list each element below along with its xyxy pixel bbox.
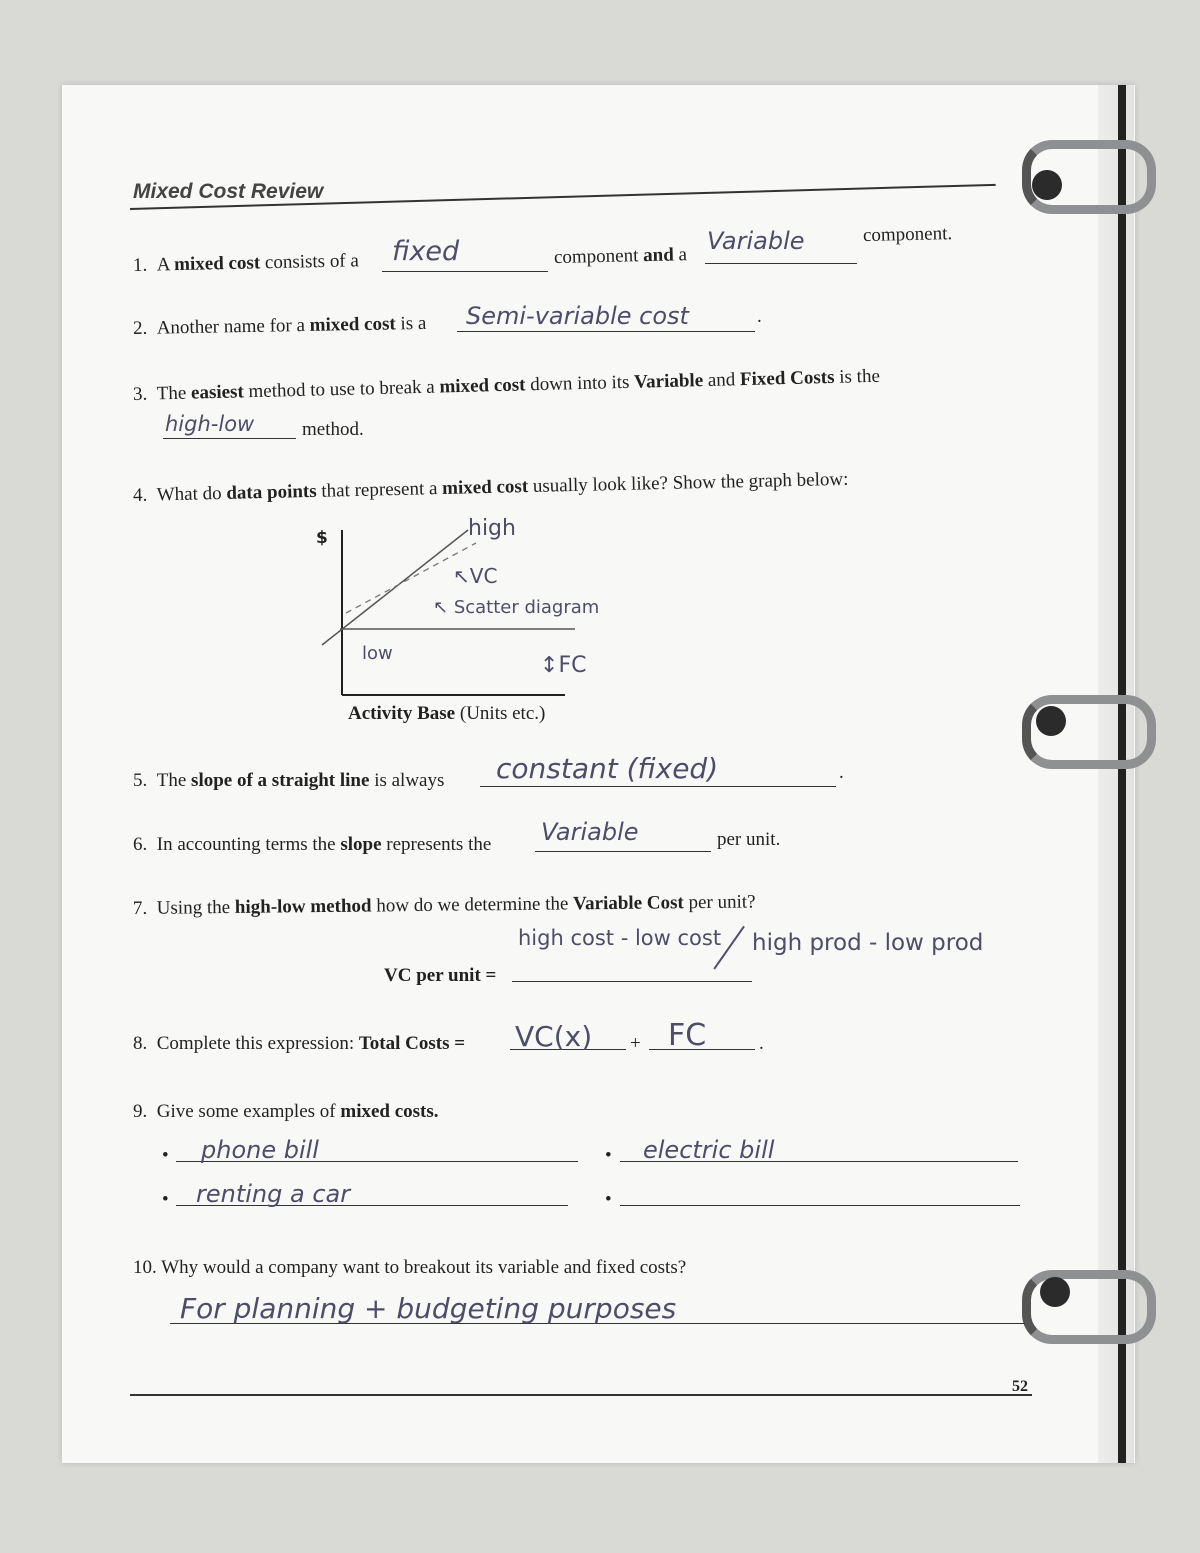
q2-blank[interactable] [457, 330, 755, 332]
q7-answer-numerator: high cost - low cost [518, 926, 722, 950]
question-4: 4. What do data points that represent a mixed cost usually look like? Show the graph below: [132, 468, 849, 506]
q8-plus: + [630, 1033, 641, 1054]
q1-blank-2[interactable] [705, 262, 857, 264]
page-title: Mixed Cost Review [133, 180, 324, 203]
q9-bullet-1: • [162, 1145, 169, 1166]
q3-answer: high-low [165, 412, 255, 436]
q3-end: method. [302, 419, 364, 440]
question-10: 10. Why would a company want to breakout its variable and fixed costs? [133, 1257, 687, 1278]
q9-bullet-3: • [162, 1189, 169, 1210]
q6-answer: Variable [541, 818, 639, 846]
footer-rule [130, 1394, 1032, 1396]
page-number: 52 [1012, 1378, 1028, 1395]
q8-answer-2: FC [668, 1018, 707, 1053]
q9-bullet-4: • [605, 1189, 612, 1210]
q7-formula-label: VC per unit = [384, 965, 497, 986]
q6-blank[interactable] [535, 850, 711, 852]
question-2: 2. Another name for a mixed cost is a [132, 312, 427, 339]
q7-answer-denominator: high prod - low prod [752, 930, 984, 956]
q8-period: . [759, 1033, 764, 1054]
q9-answer-3: renting a car [196, 1180, 351, 1208]
question-7: 7. Using the high-low method how do we determine the Variable Cost per unit? [132, 891, 756, 919]
mixed-cost-graph [300, 505, 700, 735]
q5-blank[interactable] [480, 785, 836, 787]
binder-strip [1118, 85, 1126, 1463]
question-3: 3. The easiest method to use to break a mixed cost down into its Variable and Fixed Costs is the [132, 365, 881, 405]
q5-period: . [839, 762, 844, 783]
graph-y-label: $ [316, 528, 328, 548]
punch-hole-middle [1036, 706, 1066, 736]
q8-answer-1: VC(x) [515, 1020, 593, 1053]
q3-blank[interactable] [163, 437, 296, 439]
q2-period: . [757, 306, 762, 327]
graph-note-vc: ↖VC [453, 564, 498, 588]
punch-hole-bottom [1040, 1277, 1070, 1307]
question-1-cont: component and a [553, 244, 688, 268]
cost-line [322, 530, 468, 645]
question-1: 1. A mixed cost consists of a [132, 250, 360, 276]
q1-answer-1: fixed [392, 236, 460, 267]
graph-note-high: high [468, 516, 516, 541]
q5-answer: constant (fixed) [496, 752, 719, 785]
punch-hole-top [1032, 170, 1062, 200]
q9-answer-1: phone bill [201, 1136, 319, 1164]
q9-blank-4[interactable] [620, 1204, 1020, 1206]
question-9: 9. Give some examples of mixed costs. [133, 1101, 439, 1122]
question-6: 6. In accounting terms the slope represents the [133, 834, 492, 855]
q7-blank[interactable] [512, 980, 752, 982]
question-8: 8. Complete this expression: Total Costs = [133, 1033, 466, 1054]
graph-note-low: low [362, 643, 393, 664]
q1-answer-2: Variable [707, 227, 805, 255]
question-1-end: component. [862, 223, 953, 246]
q9-answer-2: electric bill [643, 1136, 775, 1164]
question-6-end: per unit. [717, 829, 781, 850]
binder-spine [1098, 85, 1134, 1463]
q2-answer: Semi-variable cost [466, 302, 689, 330]
q10-answer: For planning + budgeting purposes [180, 1292, 677, 1325]
binder-ring-bottom [1022, 1270, 1156, 1344]
question-5: 5. The slope of a straight line is always [133, 770, 445, 791]
graph-note-fc: ↕FC [540, 653, 587, 678]
q9-bullet-2: • [605, 1145, 612, 1166]
q1-blank-1[interactable] [382, 270, 548, 272]
graph-x-label: Activity Base (Units etc.) [348, 703, 546, 724]
graph-note-scatter: ↖ Scatter diagram [433, 597, 600, 618]
